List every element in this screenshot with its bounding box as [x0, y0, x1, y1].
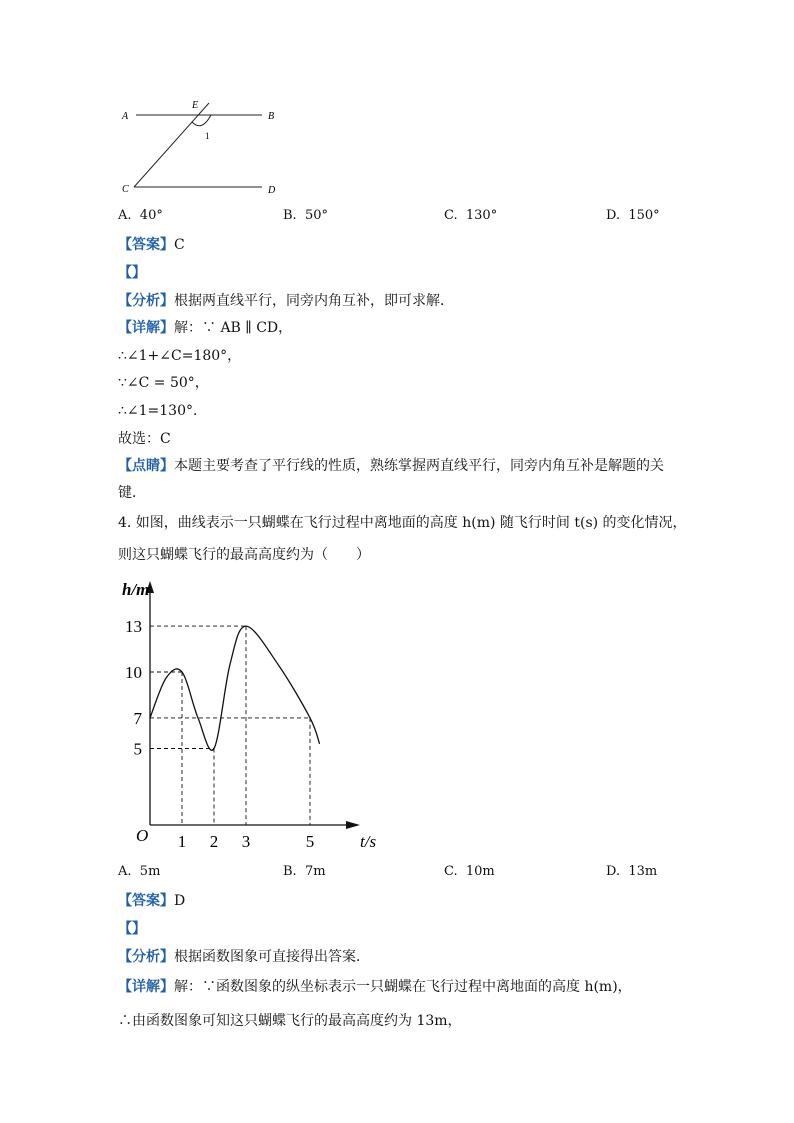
q3-answer: 【答案】C	[118, 237, 185, 253]
x-axis-arrow	[346, 821, 360, 829]
q4-analysis: 【分析】根据函数图象可直接得出答案．	[118, 949, 370, 965]
q4-detail-line-1: 【详解】解：∵函数图象的纵坐标表示一只蝴蝶在飞行过程中离地面的高度 h(m)，	[118, 979, 632, 995]
analysis-tag: 【分析】	[118, 293, 174, 309]
detail-tag: 【详解】	[118, 320, 174, 336]
q3-option-d: D. 150°	[606, 208, 660, 223]
label-b: B	[268, 111, 275, 122]
comment-tag: 【点睛】	[118, 458, 174, 474]
x-tick-label: 1	[177, 832, 187, 851]
q3-detail-line-4: ∴∠1=130°．	[118, 403, 207, 419]
q3-comment-line-2: 键．	[118, 485, 146, 501]
label-angle-1: 1	[205, 131, 210, 141]
chart-guides	[150, 626, 310, 825]
label-d: D	[268, 185, 276, 196]
q3-analysis: 【分析】根据两直线平行，同旁内角互补，即可求解．	[118, 293, 454, 309]
transversal-ce	[134, 103, 209, 187]
q4-option-b: B. 7m	[283, 864, 326, 879]
y-tick-label: 5	[133, 739, 142, 759]
q3-detail-line-5: 故选：C	[118, 431, 171, 447]
y-tick-label: 7	[133, 708, 142, 728]
q3-option-c: C. 130°	[444, 208, 498, 223]
q4-detail-line-2: ∴由函数图象可知这只蝴蝶飞行的最高高度约为 13m，	[118, 1013, 462, 1029]
analysis-tag: 【分析】	[118, 949, 174, 965]
q4-option-d: D. 13m	[606, 864, 658, 879]
q4-option-c: C. 10m	[444, 864, 495, 879]
q4-answer: 【答案】D	[118, 893, 186, 909]
x-tick-label: 3	[241, 832, 251, 851]
q4-blank-tag: 【】	[118, 921, 146, 937]
chart-axes	[146, 581, 360, 829]
x-tick-label: 5	[305, 832, 315, 851]
label-a: A	[122, 111, 129, 122]
q3-option-a: A. 40°	[118, 208, 163, 223]
origin-label: O	[136, 826, 149, 845]
answer-tag: 【答案】	[118, 237, 174, 253]
q3-option-b: B. 50°	[283, 208, 328, 223]
q4-stem-line-2: 则这只蝴蝶飞行的最高高度约为（ ）	[118, 547, 370, 563]
label-c: C	[122, 184, 129, 195]
detail-tag: 【详解】	[118, 979, 174, 995]
y-tick-label: 10	[125, 663, 142, 682]
label-e: E	[192, 100, 199, 111]
butterfly-height-curve	[150, 626, 320, 750]
y-axis-label: h/m	[122, 580, 150, 599]
answer-tag: 【答案】	[118, 893, 174, 909]
angle-1-arc	[192, 115, 211, 126]
height-time-chart	[110, 575, 390, 860]
y-tick-label: 13	[125, 617, 142, 637]
q3-detail-line-1: 【详解】解：∵ AB ∥ CD，	[118, 320, 293, 336]
q3-comment-line-1: 【点睛】本题主要考查了平行线的性质，熟练掌握两直线平行，同旁内角互补是解题的关	[118, 458, 664, 474]
q4-stem-line-1: 4. 如图，曲线表示一只蝴蝶在飞行过程中离地面的高度 h(m) 随飞行时间 t(s) 的变化情况，	[118, 515, 687, 531]
q3-detail-line-3: ∵∠C = 50°，	[118, 375, 209, 391]
x-axis-label: t/s	[360, 832, 377, 851]
q3-detail-line-2: ∴∠1+∠C=180°，	[118, 348, 242, 364]
parallel-lines-figure	[110, 96, 310, 200]
q4-option-a: A. 5m	[118, 864, 161, 879]
x-tick-label: 2	[209, 832, 219, 851]
chart-ticks	[125, 617, 314, 851]
q3-blank-tag: 【】	[118, 265, 146, 281]
